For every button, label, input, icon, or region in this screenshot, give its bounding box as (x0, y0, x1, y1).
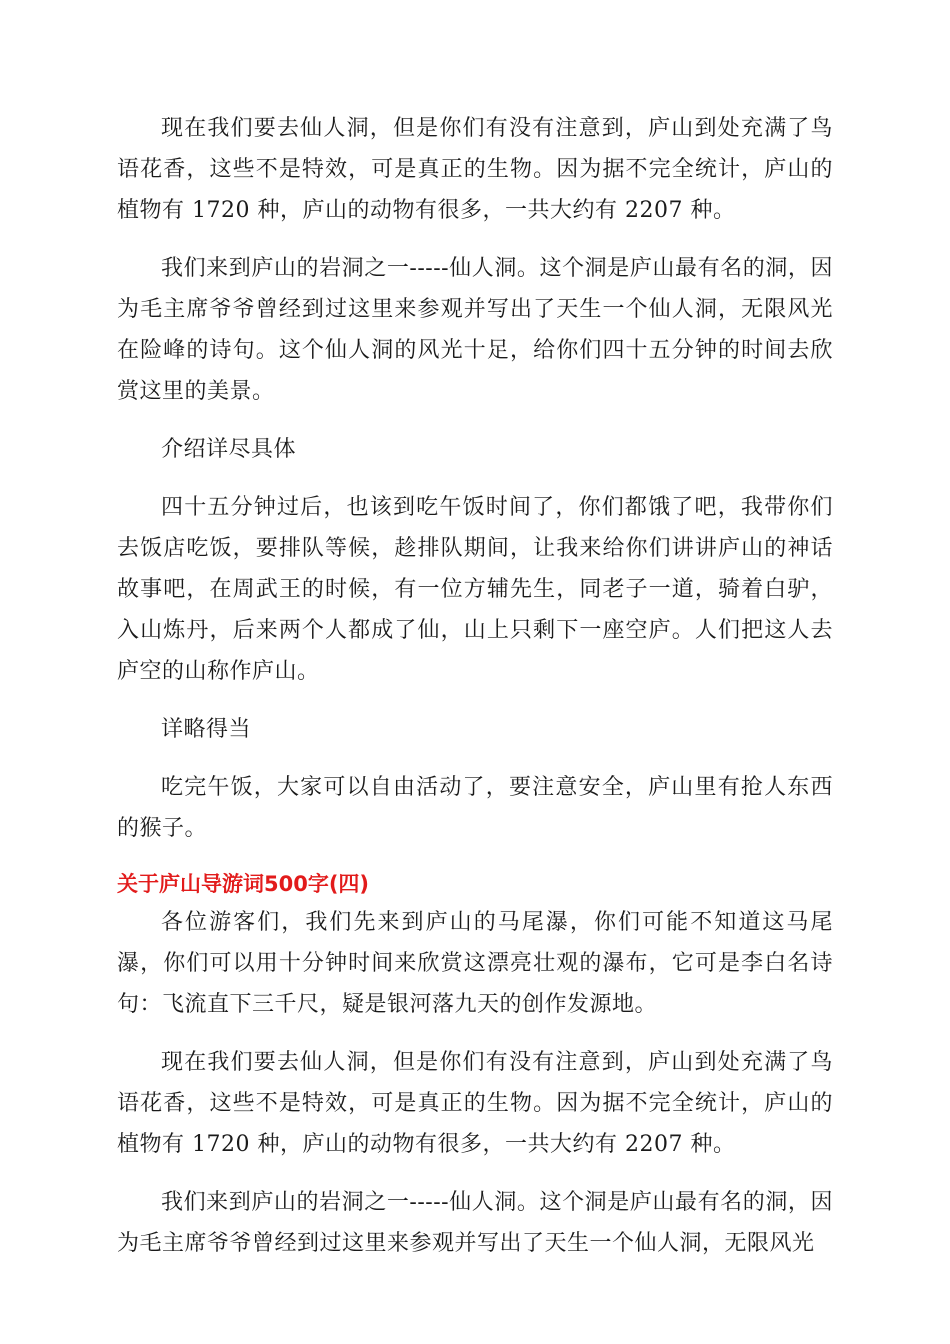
comment-note: 详略得当 (161, 717, 252, 742)
section-heading: 关于庐山导游词500字(四) (117, 872, 370, 896)
paragraph-xianrendong-cave: 我们来到庐山的岩洞之一-----仙人洞。这个洞是庐山最有名的洞，因为毛主席爷爷曾经到过这里来参观并写出了天生一个仙人洞，无限风光 (117, 1190, 833, 1256)
paragraph-free-activity: 吃完午饭，大家可以自由活动了，要注意安全，庐山里有抢人东西的猴子。 (117, 775, 833, 841)
paragraph-xianrendong-cave: 我们来到庐山的岩洞之一-----仙人洞。这个洞是庐山最有名的洞，因为毛主席爷爷曾经到过这里来参观并写出了天生一个仙人洞，无限风光在险峰的诗句。这个仙人洞的风光十足，给你们四十五分钟的时间去欣赏这里的美景。 (117, 256, 833, 404)
paragraph-xianrendong-intro: 现在我们要去仙人洞，但是你们有没有注意到，庐山到处充满了鸟语花香，这些不是特效，可是真正的生物。因为据不完全统计，庐山的植物有 1720 种，庐山的动物有很多，一共大约有 2207 种。 (117, 1050, 833, 1157)
paragraph-mawei-waterfall: 各位游客们，我们先来到庐山的马尾瀑，你们可能不知道这马尾瀑，你们可以用十分钟时间来欣赏这漂亮壮观的瀑布，它可是李白名诗句：飞流直下三千尺，疑是银河落九天的创作发源地。 (117, 910, 833, 1017)
paragraph-lunch-legend: 四十五分钟过后，也该到吃午饭时间了，你们都饿了吧，我带你们去饭店吃饭，要排队等候，趁排队期间，让我来给你们讲讲庐山的神话故事吧，在周武王的时候，有一位方辅先生，同老子一道，骑着白驴，入山炼丹，后来两个人都成了仙，山上只剩下一座空庐。人们把这人去庐空的山称作庐山。 (117, 495, 833, 684)
comment-note: 介绍详尽具体 (161, 437, 297, 462)
paragraph-xianrendong-intro: 现在我们要去仙人洞，但是你们有没有注意到，庐山到处充满了鸟语花香，这些不是特效，可是真正的生物。因为据不完全统计，庐山的植物有 1720 种，庐山的动物有很多，一共大约有 2207 种。 (117, 116, 833, 223)
document-body (117, 108, 833, 1281)
